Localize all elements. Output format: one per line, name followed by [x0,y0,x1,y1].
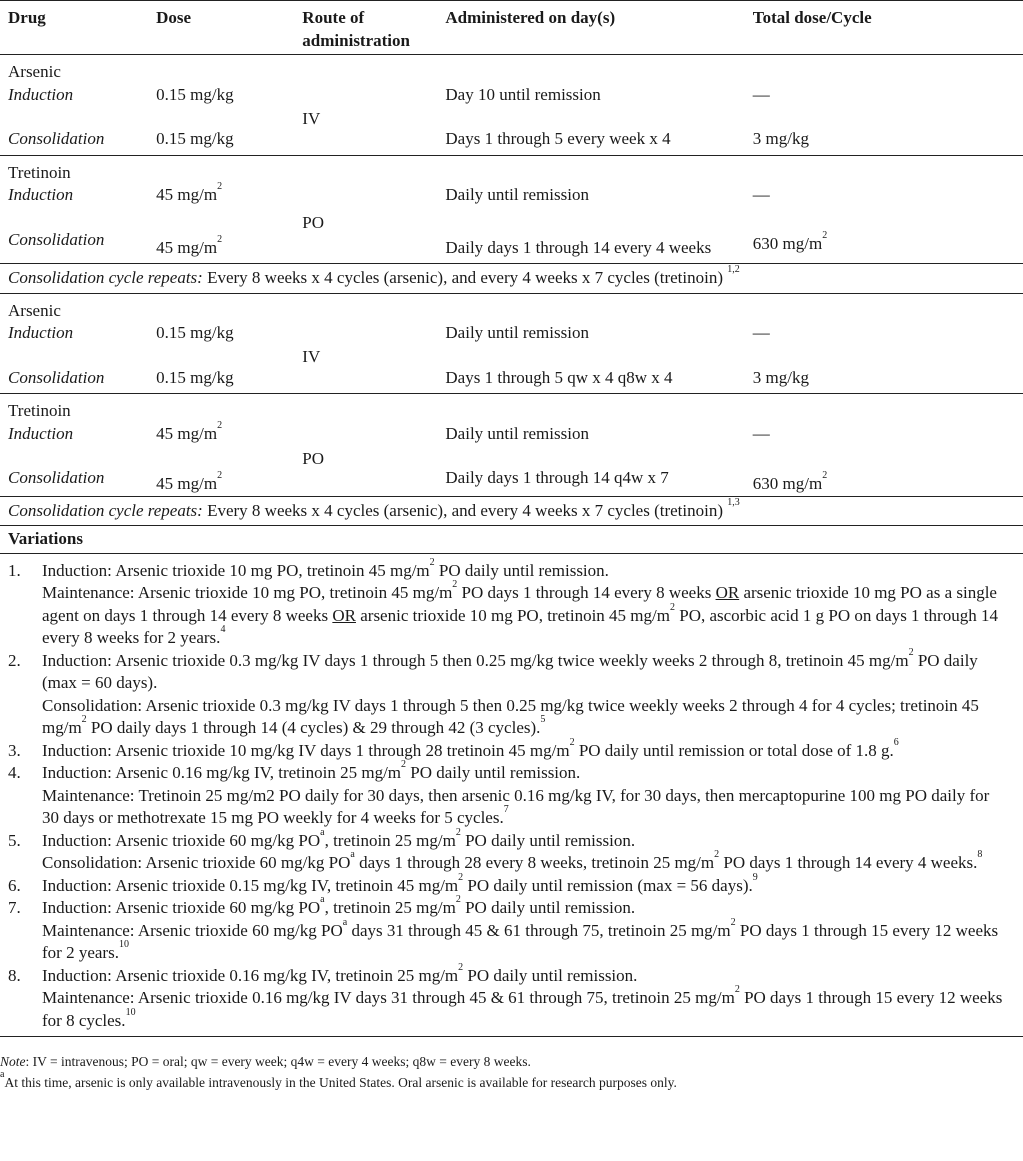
drug-name: Tretinoin [8,162,71,182]
phase-label: Induction [8,323,74,342]
phase-label: Induction [8,84,74,104]
table-row [0,394,1023,423]
table-row [0,207,1023,264]
list-item: 6. Induction: Arsenic trioxide 0.15 mg/kg IV, tretinoin 45 $mg/m^2$ PO daily until remission (max = 56 days).$^9$ [8,871,758,895]
footnote-a: $^a$At this time, arsenic is only available intravenously in the United States. Oral arsenic is available for research purposes only. [0,1069,677,1090]
days-cell: Days 1 through 5 every week x 4 [445,129,671,148]
total-cell: — [752,185,770,204]
table-row [0,553,1023,1037]
dose-cell: 45 $mg/m^2$ [156,233,223,257]
table-row [0,55,1023,84]
dose-cell: 45 $mg/m^2$ [156,470,223,493]
list-item: 3. Induction: Arsenic trioxide 10 mg/kg IV days 1 through 28 tretinoin 45 $mg/m^2$ PO daily until remission or total dose of 1.8 g.$^6$ [8,736,899,760]
list-item: 5. Induction: Arsenic trioxide 60 mg/kg $PO^a$, tretinoin 25 $mg/m^2$ PO daily until remission. Consolidation: Arsenic trioxide 60 mg/kg $PO^a$ days 1 through 28 every 8 weeks, tretinoin 25 $mg/m^2$ PO days 1 through 14 every 4 weeks.$^8$ [8,826,983,872]
total-cell: — [752,423,770,443]
total-cell: — [752,323,770,342]
table-row [0,184,1023,207]
route-cell: IV [302,347,321,367]
table-row [0,322,1023,345]
days-cell: Days 1 through 5 qw x 4 q8w x 4 [445,367,673,387]
route-cell: PO [302,448,325,468]
variations-heading: Variations [8,529,83,548]
days-cell: Daily until remission [445,185,589,204]
header-dose: Dose [156,8,192,27]
route-cell: IV [302,108,321,128]
phase-label: Consolidation [8,468,105,487]
table-header-row [0,1,1023,55]
days-cell: Daily days 1 through 14 every 4 weeks [445,237,712,257]
drug-name: Tretinoin [8,401,71,420]
table-row [0,496,1023,526]
table-row [0,106,1023,155]
days-cell: Daily until remission [445,323,589,342]
total-cell: 3 mg/kg [752,367,809,387]
days-cell: Daily days 1 through 14 q4w x 7 [445,468,669,487]
total-cell: 630 $mg/m^2$ [752,229,828,253]
table-row [0,526,1023,554]
phase-label: Consolidation [8,229,105,249]
table-row [0,345,1023,394]
total-cell: 3 mg/kg [752,129,809,148]
cycle-repeat-note: Consolidation cycle repeats: Every 8 weeks x 4 cycles (arsenic), and every 4 weeks x 7 cycles (tretinoin) $^{1,2}$ [8,264,740,287]
table-row [0,293,1023,322]
dose-cell: 0.15 mg/kg [156,84,234,104]
drug-name: Arsenic [8,300,61,320]
phase-label: Induction [8,423,74,443]
abbreviation-note: Note: IV = intravenous; PO = oral; qw = every week; q4w = every 4 weeks; q8w = every 8 weeks. [0,1054,531,1069]
header-total: Total dose/Cycle [752,8,872,27]
table-row [0,423,1023,446]
header-drug: Drug [8,8,46,27]
header-route: Route of administration [302,8,410,50]
table-notes [0,1037,1023,1093]
list-item: 8. Induction: Arsenic trioxide 0.16 mg/kg IV, tretinoin 25 $mg/m^2$ PO daily until remission. Maintenance: Arsenic trioxide 0.16 mg/kg IV days 31 through 45 & 61 through 75, tretinoin 25 $mg/m^2$ PO days 1 through 15 every 12 weeks for 8 cycles.$^{10}$ [8,961,1003,1030]
dose-cell: 45 $mg/m^2$ [156,419,223,443]
header-days: Administered on day(s) [445,8,616,27]
variations-list [0,554,1023,1037]
dose-cell: 45 $mg/m^2$ [156,181,223,204]
dose-cell: 0.15 mg/kg [156,367,234,387]
dose-cell: 0.15 mg/kg [156,129,234,148]
cycle-repeat-note: Consolidation cycle repeats: Every 8 weeks x 4 cycles (arsenic), and every 4 weeks x 7 cycles (tretinoin) $^{1,3}$ [8,496,740,520]
list-item: 1. Induction: Arsenic trioxide 10 mg PO, tretinoin 45 $mg/m^2$ PO daily until remission. Maintenance: Arsenic trioxide 10 mg PO, tretinoin 45 $mg/m^2$ PO days 1 through 14 every 8 weeks OR arsenic trioxide 10 mg PO as a single agent on days 1 through 14 every 8 weeks OR arsenic trioxide 10 mg PO, tretinoin 45 $mg/m^2$ PO, ascorbic acid 1 g PO on days 1 through 14 every 8 weeks for 2 years.$^4$ [8,556,998,647]
table-row [0,84,1023,107]
drug-name: Arsenic [8,62,61,81]
table-row [0,445,1023,496]
list-item: 7. Induction: Arsenic trioxide 60 mg/kg $PO^a$, tretinoin 25 $mg/m^2$ PO daily until remission. Maintenance: Arsenic trioxide 60 mg/kg $PO^a$ days 31 through 45 & 61 through 75, tretinoin 25 $mg/m^2$ PO days 1 through 15 every 12 weeks for 2 years.$^{10}$ [8,894,999,962]
total-cell: 630 $mg/m^2$ [752,470,828,493]
table-row [0,264,1023,294]
phase-label: Induction [8,185,74,204]
total-cell: — [752,84,770,104]
dose-cell: 0.15 mg/kg [156,323,234,342]
phase-label: Consolidation [8,129,105,148]
table-row [0,155,1023,184]
days-cell: Day 10 until remission [445,84,601,104]
days-cell: Daily until remission [445,423,589,443]
phase-label: Consolidation [8,367,105,387]
route-cell: PO [302,213,325,233]
list-item: 4. Induction: Arsenic 0.16 mg/kg IV, tretinoin 25 $mg/m^2$ PO daily until remission. Maintenance: Tretinoin 25 mg/m2 PO daily for 30 days, then arsenic 0.16 mg/kg IV, for 30 days, then mercaptopurine 100 mg PO daily for 30 days or methotrexate 15 mg PO weekly for 4 weeks for 5 cycles.$^7$ [8,759,990,827]
list-item: 2. Induction: Arsenic trioxide 0.3 mg/kg IV days 1 through 5 then 0.25 mg/kg twice weekly weeks 2 through 8, tretinoin 45 $mg/m^2$ PO daily (max = 60 days). Consolidation: Arsenic trioxide 0.3 mg/kg IV days 1 through 5 then 0.25 mg/kg twice weekly weeks 2 through 4 for 4 cycles; tretinoin 45 $mg/m^2$ PO daily days 1 through 14 (4 cycles) & 29 through 42 (3 cycles).$^5$ [8,646,979,737]
